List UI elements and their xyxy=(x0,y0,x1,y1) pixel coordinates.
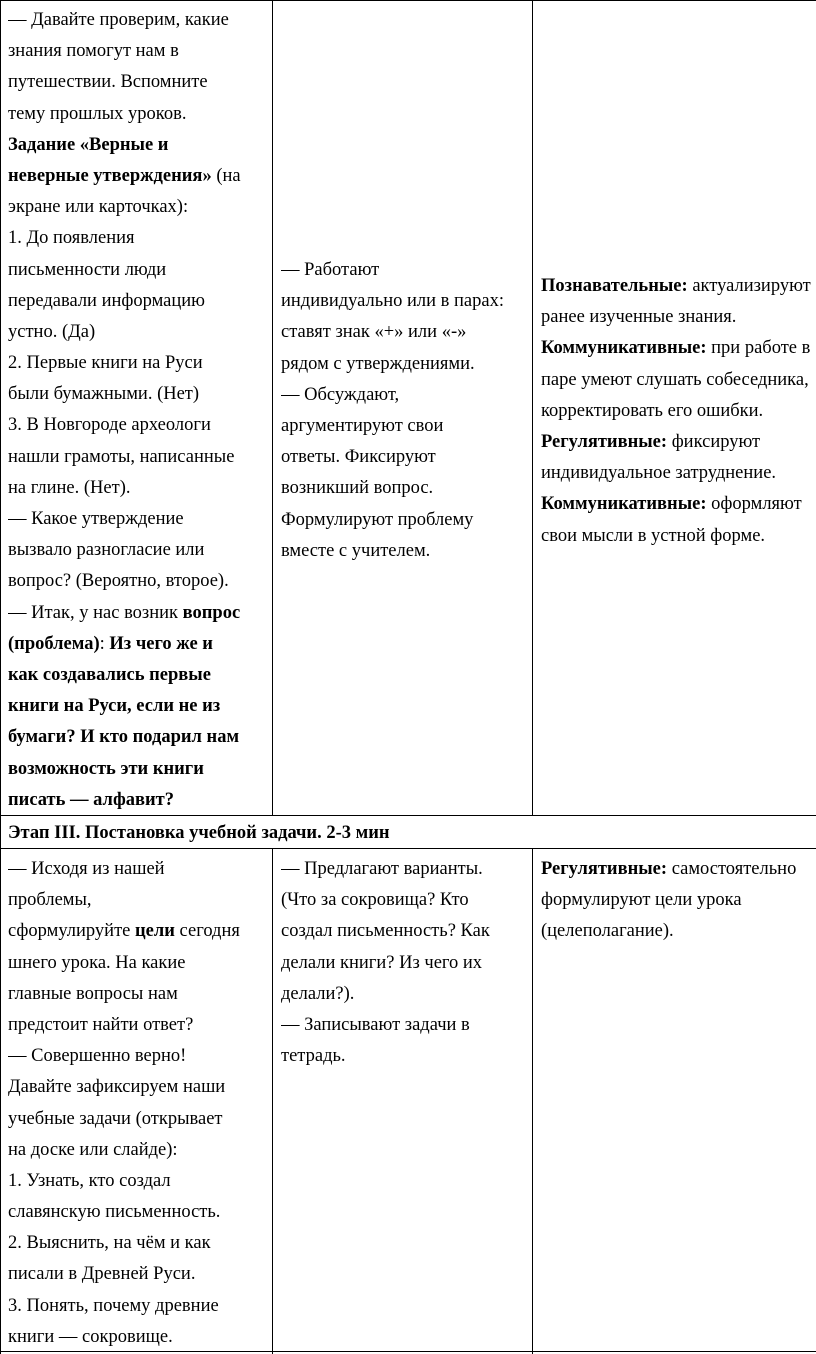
problem-line: книги на Руси, если не из xyxy=(8,696,221,717)
text-line: тетрадь. xyxy=(281,1046,346,1067)
text-line: славянскую письменность. xyxy=(8,1202,221,1223)
row-divider-2 xyxy=(0,848,816,849)
outcome-line: формулируют цели урока xyxy=(541,890,742,911)
text-line: индивидуально или в парах: xyxy=(281,291,504,312)
text-line: путешествии. Вспомните xyxy=(8,72,208,93)
problem-line: бумаги? И кто подарил нам xyxy=(8,727,240,748)
text-line: были бумажными. (Нет) xyxy=(8,384,200,405)
text-line: письменности люди xyxy=(8,259,167,280)
text-line: создал письменность? Как xyxy=(281,921,490,942)
problem-line: — Итак, у нас возник вопрос xyxy=(8,602,241,623)
text-line: аргументируют свои xyxy=(281,415,444,436)
text-line: тему прошлых уроков. xyxy=(8,103,187,124)
text-line: рядом с утверждениями. xyxy=(281,353,475,374)
outcome-line: (целеполагание). xyxy=(541,921,674,942)
goal-line: сформулируйте цели сегодня xyxy=(8,921,240,942)
problem-line: как создавались первые xyxy=(8,664,211,685)
outcomes-cell-2 xyxy=(541,854,816,954)
text-line: ответы. Фиксируют xyxy=(281,447,436,468)
text-line: вызвало разногласие или xyxy=(8,540,205,561)
problem-line: (проблема): Из чего же и xyxy=(8,633,213,654)
text-line: на глине. (Нет). xyxy=(8,477,131,498)
text-line: вопрос? (Вероятно, второе). xyxy=(8,571,229,592)
student-activity-cell-2 xyxy=(281,854,531,1084)
text-line: нашли грамоты, написанные xyxy=(8,446,235,467)
text-line: 2. Выяснить, на чём и как xyxy=(8,1233,211,1254)
problem-line: писать — алфавит? xyxy=(8,789,174,810)
outcome-line: свои мысли в устной форме. xyxy=(541,525,766,546)
text-line: 1. Узнать, кто создал xyxy=(8,1170,171,1191)
text-line: экране или карточках): xyxy=(8,197,189,218)
teacher-activity-cell xyxy=(8,5,270,815)
text-line: Формулируют проблему xyxy=(281,509,474,530)
outcome-line: Регулятивные: фиксируют xyxy=(541,431,761,452)
text-line: (Что за сокровища? Кто xyxy=(281,890,469,911)
text-line: Давайте зафиксируем наши xyxy=(8,1077,226,1098)
outcome-line: ранее изученные знания. xyxy=(541,307,737,328)
text-line: книги — сокровище. xyxy=(8,1326,173,1347)
outcome-line: Регулятивные: самостоятельно xyxy=(541,859,797,879)
teacher-activity-cell-2 xyxy=(8,854,270,1354)
column-divider-2 xyxy=(532,0,533,815)
student-activity-cell xyxy=(281,255,531,575)
outcomes-cell xyxy=(541,271,816,561)
task-title-line: Задание «Верные и xyxy=(8,134,169,155)
column-divider-2-row2 xyxy=(532,848,533,1354)
text-line: — Исходя из нашей xyxy=(8,859,165,879)
stage-header xyxy=(8,818,808,848)
text-line: учебные задачи (открывает xyxy=(8,1108,223,1129)
text-line: 3. В Новгороде археологи xyxy=(8,415,211,436)
text-line: проблемы, xyxy=(8,890,92,911)
text-line: возникший вопрос. xyxy=(281,478,434,499)
text-line: — Обсуждают, xyxy=(281,384,400,405)
row-divider-top xyxy=(0,0,816,1)
text-line: знания помогут нам в xyxy=(8,41,179,62)
problem-line: возможность эти книги xyxy=(8,758,204,779)
row-divider-1 xyxy=(0,815,816,816)
text-line: 1. До появления xyxy=(8,228,135,249)
outcome-line: паре умеют слушать собеседника, xyxy=(541,369,809,390)
text-line: делали книги? Из чего их xyxy=(281,952,483,973)
text-line: предстоит найти ответ? xyxy=(8,1014,194,1035)
text-line: — Работают xyxy=(281,260,380,280)
text-line: шнего урока. На какие xyxy=(8,952,186,973)
text-line: — Какое утверждение xyxy=(8,509,184,529)
text-line: писали в Древней Руси. xyxy=(8,1264,196,1285)
outcome-line: Коммуникативные: при работе в xyxy=(541,338,811,359)
stage-title: Этап III. Постановка учебной задачи. 2-3 мин xyxy=(8,823,390,843)
outcome-line: корректировать его ошибки. xyxy=(541,400,764,421)
text-line: — Давайте проверим, какие xyxy=(8,10,229,30)
text-line: ставят знак «+» или «-» xyxy=(281,322,467,343)
text-line: на доске или слайде): xyxy=(8,1139,178,1160)
text-line: устно. (Да) xyxy=(8,321,96,342)
task-title-line: неверные утверждения» (на xyxy=(8,165,241,186)
outcome-line: Познавательные: актуализируют xyxy=(541,276,811,296)
table-border-left xyxy=(0,0,1,1354)
text-line: 3. Понять, почему древние xyxy=(8,1295,219,1316)
text-line: 2. Первые книги на Руси xyxy=(8,353,203,374)
text-line: передавали информацию xyxy=(8,290,205,311)
column-divider-1-row2 xyxy=(272,848,273,1354)
outcome-line: Коммуникативные: оформляют xyxy=(541,494,802,515)
text-line: — Совершенно верно! xyxy=(8,1046,187,1067)
outcome-line: индивидуальное затруднение. xyxy=(541,463,777,484)
text-line: делали?). xyxy=(281,983,355,1004)
text-line: — Предлагают варианты. xyxy=(281,859,483,879)
text-line: — Записывают задачи в xyxy=(281,1014,470,1035)
text-line: главные вопросы нам xyxy=(8,983,178,1004)
column-divider-1 xyxy=(272,0,273,815)
text-line: вместе с учителем. xyxy=(281,540,431,561)
